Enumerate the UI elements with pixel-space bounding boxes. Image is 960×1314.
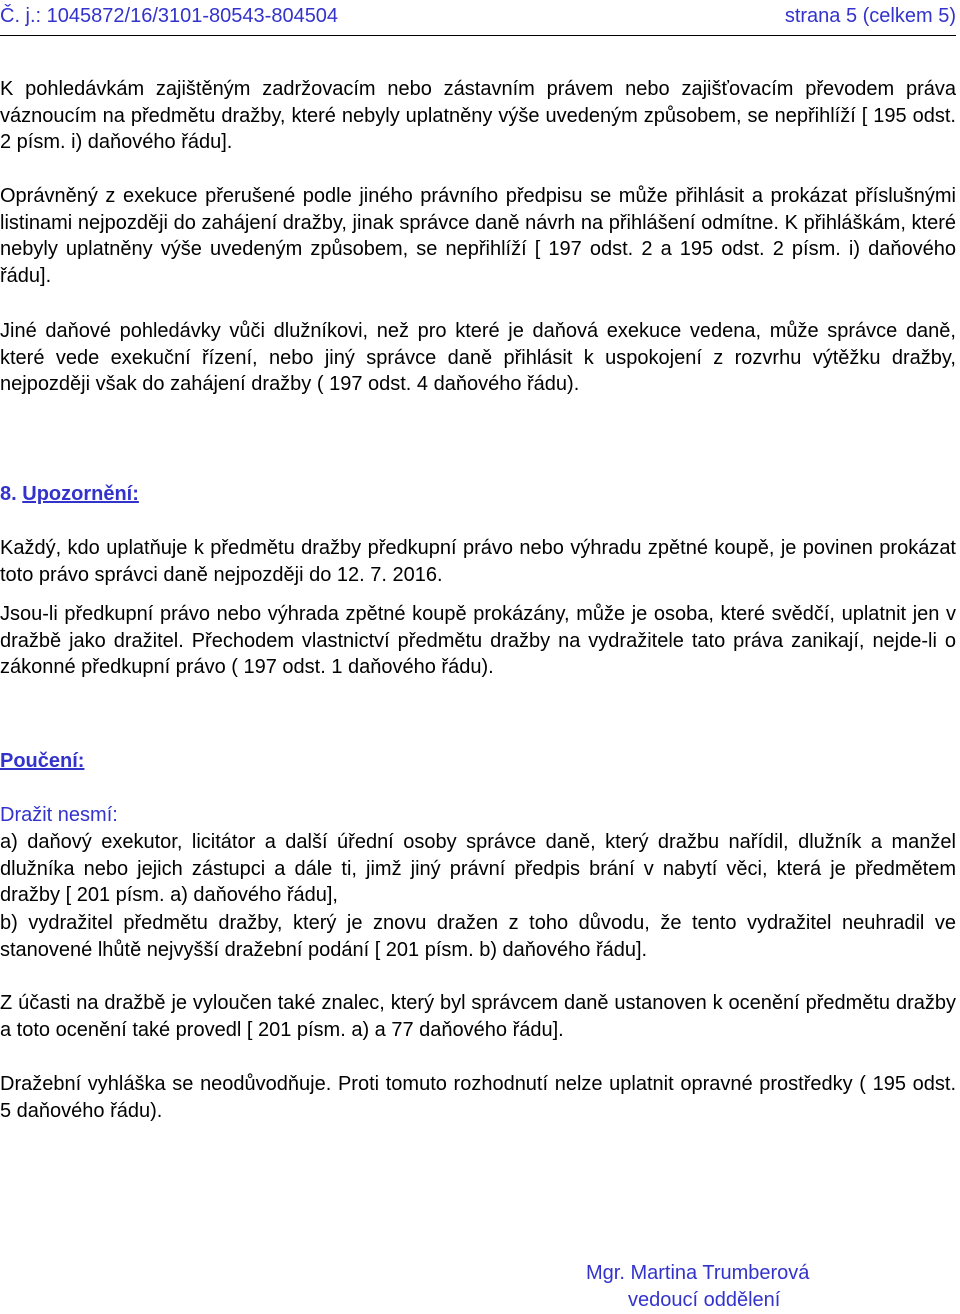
paragraph-interrupted-execution: Oprávněný z exekuce přerušené podle jiného právního předpisu se může přihlásit a prokázat příslušnými listinami nejpozději do zahájení dražby, jinak správce daně návrh na přihlášení odmítne. K přihláškám, které nebyly uplatněny výše uvedeným způsobem, se nepřihlíží [ 197 odst. 2 a 195 odst. 2 písm. i) daňového řádu]. xyxy=(0,185,956,287)
paragraph-expert-excluded: Z účasti na dražbě je vyloučen také znalec, který byl správcem daně ustanoven k ocenění předmětu dražby a toto ocenění také provedl [ 201 písm. a) a 77 daňového řádu]. xyxy=(0,992,956,1041)
paragraph-no-appeal: Dražební vyhláška se neodůvodňuje. Proti tomuto rozhodnutí nelze uplatnit opravné prostředky ( 195 odst. 5 daňového řádu). xyxy=(0,1073,956,1122)
section-8-heading xyxy=(0,481,139,508)
paragraph-preemption-proven: Jsou-li předkupní právo nebo výhrada zpětné koupě prokázány, může je osoba, které svědčí, uplatnit jen v dražbě jako dražitel. Přechodem vlastnictví předmětu dražby na vydražitele tato práva zanikají, nejde-li o zákonné předkupní právo ( 197 odst. 1 daňového řádu). xyxy=(0,603,956,679)
section-number: 8. xyxy=(0,483,17,505)
instructions-heading: Poučení: xyxy=(0,750,85,772)
list-item-b: b) vydražitel předmětu dražby, který je znovu dražen z toho důvodu, že tento vydražitel neuhradil ve stanovené lhůtě nejvyšší dražební podání [ 201 písm. b) daňového řádu]. xyxy=(0,912,956,961)
page-counter: strana 5 (celkem 5) xyxy=(784,5,956,27)
signatory-role: vedoucí oddělení xyxy=(628,1289,781,1311)
page-header xyxy=(0,3,956,29)
paragraph-other-tax-claims: Jiné daňové pohledávky vůči dlužníkovi, než pro které je daňová exekuce vedena, může správce daně, které vede exekuční řízení, nebo jiný správce daně přihlásit k uspokojení z rozvrhu výtěžku dražby, nejpozději však do zahájení dražby ( 197 odst. 4 daňového řádu). xyxy=(0,320,956,396)
paragraph-may-not-bid: Dražit nesmí: xyxy=(0,804,118,826)
list-item-a: a) daňový exekutor, licitátor a další úřední osoby správce daně, který dražbu nařídil, dlužník a manžel dlužníka nebo jejich zástupci a dále ti, jimž jiný právní předpis brání v nabytí věci, která je předmětem dražby [ 201 písm. a) daňového řádu], xyxy=(0,831,956,907)
signature-block xyxy=(586,1260,866,1314)
paragraph-preemption-right: Každý, kdo uplatňuje k předmětu dražby předkupní právo nebo výhradu zpětné koupě, je povinen prokázat toto právo správci daně nejpozději do 12. 7. 2016. xyxy=(0,537,956,586)
header-divider xyxy=(0,35,956,36)
section-title: Upozornění: xyxy=(22,483,139,505)
signatory-name: Mgr. Martina Trumberová xyxy=(586,1262,810,1284)
reference-number: Č. j.: 1045872/16/3101-80543-804504 xyxy=(0,5,339,27)
paragraph-secured-claims: K pohledávkám zajištěným zadržovacím nebo zástavním právem nebo zajišťovacím převodem práva váznoucím na předmětu dražby, které nebyly uplatněny výše uvedeným způsobem, se nepřihlíží [ 195 odst. 2 písm. i) daňového řádu]. xyxy=(0,78,956,154)
